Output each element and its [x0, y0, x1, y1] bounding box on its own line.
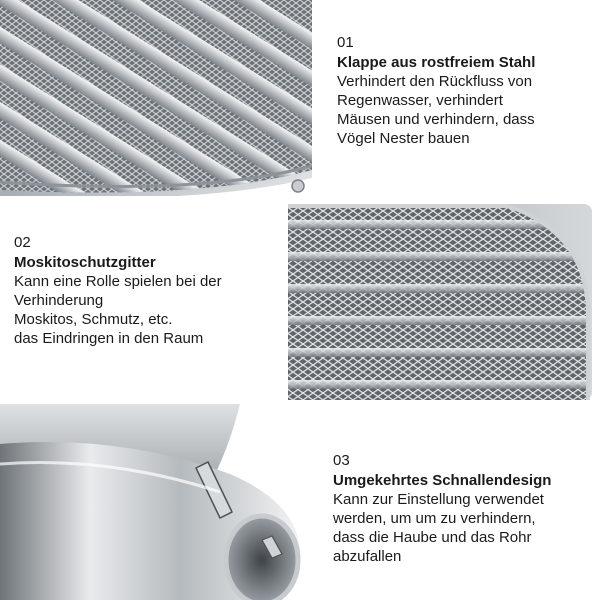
feature-description-line: werden, um um zu verhindern, [333, 510, 536, 527]
louver-vent-photo [0, 0, 312, 196]
feature-description [333, 490, 595, 566]
feature-title: Moskitoschutzgitter [14, 254, 156, 271]
feature-03 [333, 452, 595, 566]
feature-description-line: Vögel Nester bauen [337, 130, 470, 147]
feature-description [14, 272, 279, 348]
feature-title: Umgekehrtes Schnallendesign [333, 472, 552, 489]
feature-description-line: Verhinderung [14, 292, 104, 309]
feature-description-line: abzufallen [333, 548, 402, 565]
feature-description-line: Verhindert den Rückfluss von [337, 73, 533, 90]
feature-number: 03 [333, 452, 350, 469]
feature-description-line: Mäusen und verhindern, dass [337, 111, 535, 128]
feature-title: Klappe aus rostfreiem Stahl [337, 54, 536, 71]
feature-description-line: Moskitos, Schmutz, etc. [14, 311, 173, 328]
feature-description [337, 72, 592, 148]
feature-01 [337, 34, 592, 148]
mosquito-mesh-photo [288, 204, 592, 400]
feature-description-line: das Eindringen in den Raum [14, 330, 204, 347]
feature-description-line: Kann eine Rolle spielen bei der [14, 273, 222, 290]
feature-number: 01 [337, 34, 354, 51]
feature-description-line: dass die Haube und das Rohr [333, 529, 532, 546]
buckle-collar-photo [0, 404, 312, 600]
feature-number: 02 [14, 234, 31, 251]
feature-02 [14, 234, 279, 348]
feature-description-line: Kann zur Einstellung verwendet [333, 491, 544, 508]
feature-description-line: Regenwasser, verhindert [337, 92, 503, 109]
